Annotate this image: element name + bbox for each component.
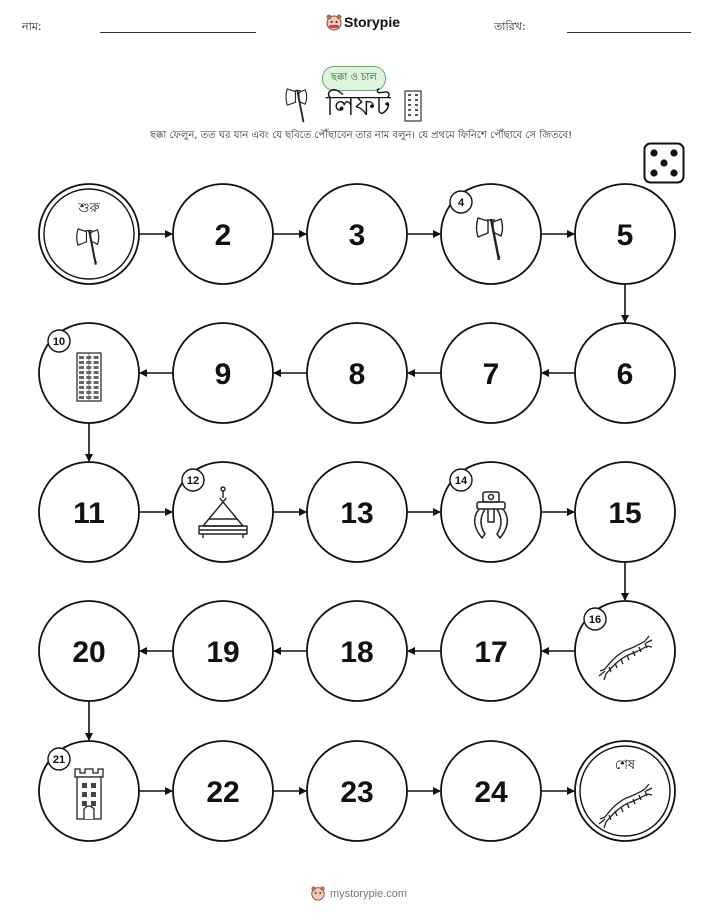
board-cell[interactable] — [173, 462, 273, 562]
cell-number: 20 — [72, 636, 106, 669]
cell-number: 18 — [340, 636, 374, 669]
cell-number: 9 — [214, 358, 232, 391]
cell-number: 6 — [616, 358, 634, 391]
board-cell[interactable] — [575, 601, 675, 701]
board-cell[interactable] — [575, 462, 675, 562]
svg-text:16: 16 — [588, 614, 602, 626]
svg-text:14: 14 — [454, 475, 468, 487]
cell-number: 24 — [474, 776, 508, 809]
cell-number-badge — [450, 191, 472, 213]
end-label: শেষ — [614, 757, 636, 772]
board-cell[interactable] — [575, 323, 675, 423]
board-cell[interactable] — [39, 601, 139, 701]
tower-icon — [75, 769, 103, 819]
cell-number: 17 — [474, 636, 508, 669]
board-cell[interactable] — [307, 601, 407, 701]
board-cell[interactable] — [307, 741, 407, 841]
name-label: নাম: — [22, 20, 42, 33]
cell-number: 8 — [348, 358, 366, 391]
cell-number: 13 — [340, 497, 374, 530]
finish-cell[interactable] — [575, 741, 675, 841]
game-type-badge: ছক্কা ও চাল — [322, 66, 386, 91]
cell-number: 5 — [616, 219, 634, 252]
cell-number-badge — [48, 748, 70, 770]
board-cell[interactable] — [307, 462, 407, 562]
board-cell[interactable] — [39, 462, 139, 562]
board-cell[interactable] — [441, 601, 541, 701]
cell-number: 11 — [73, 497, 105, 530]
board-cell[interactable] — [575, 184, 675, 284]
page-title: লিফট — [326, 89, 391, 122]
svg-text:4: 4 — [457, 197, 465, 209]
cell-number: 22 — [206, 776, 240, 809]
svg-text:21: 21 — [52, 754, 66, 766]
board-cell[interactable] — [173, 601, 273, 701]
instructions-text: ছক্কা ফেলুন, তত ঘর যান এবং যে ছবিতে পৌঁছাবেন তার নাম বলুন। যে প্রথমে ফিনিশে পৌঁছাবে সে জিতবে! — [150, 130, 573, 141]
board-cell[interactable] — [39, 323, 139, 423]
cell-number: 19 — [206, 636, 240, 669]
start-label: শুরু — [78, 200, 100, 215]
board-cell[interactable] — [39, 741, 139, 841]
cell-number: 7 — [482, 358, 500, 391]
footer-logo-icon — [310, 885, 326, 901]
board-cell[interactable] — [173, 323, 273, 423]
board-cell[interactable] — [173, 741, 273, 841]
board-cell[interactable] — [441, 184, 541, 284]
board-cell[interactable] — [441, 462, 541, 562]
svg-text:10: 10 — [52, 336, 66, 348]
footer-url[interactable]: mystorypie.com — [330, 888, 408, 900]
board-cell[interactable] — [173, 184, 273, 284]
cell-number-badge — [48, 330, 70, 352]
cell-number-badge — [584, 608, 606, 630]
svg-text:12: 12 — [186, 475, 200, 487]
board-cell[interactable] — [441, 323, 541, 423]
cell-number: 15 — [608, 497, 642, 530]
board-cell[interactable] — [441, 741, 541, 841]
date-label: তারিখ: — [494, 20, 526, 33]
cell-number-badge — [450, 469, 472, 491]
cell-number: 3 — [348, 219, 366, 252]
cell-number-badge — [182, 469, 204, 491]
cell-number: 2 — [214, 219, 232, 252]
board-cell[interactable] — [307, 323, 407, 423]
cell-number: 23 — [340, 776, 374, 809]
brand-name: Storypie — [344, 14, 401, 30]
board-cell[interactable] — [307, 184, 407, 284]
building-icon — [77, 353, 101, 401]
start-cell[interactable] — [39, 184, 139, 284]
